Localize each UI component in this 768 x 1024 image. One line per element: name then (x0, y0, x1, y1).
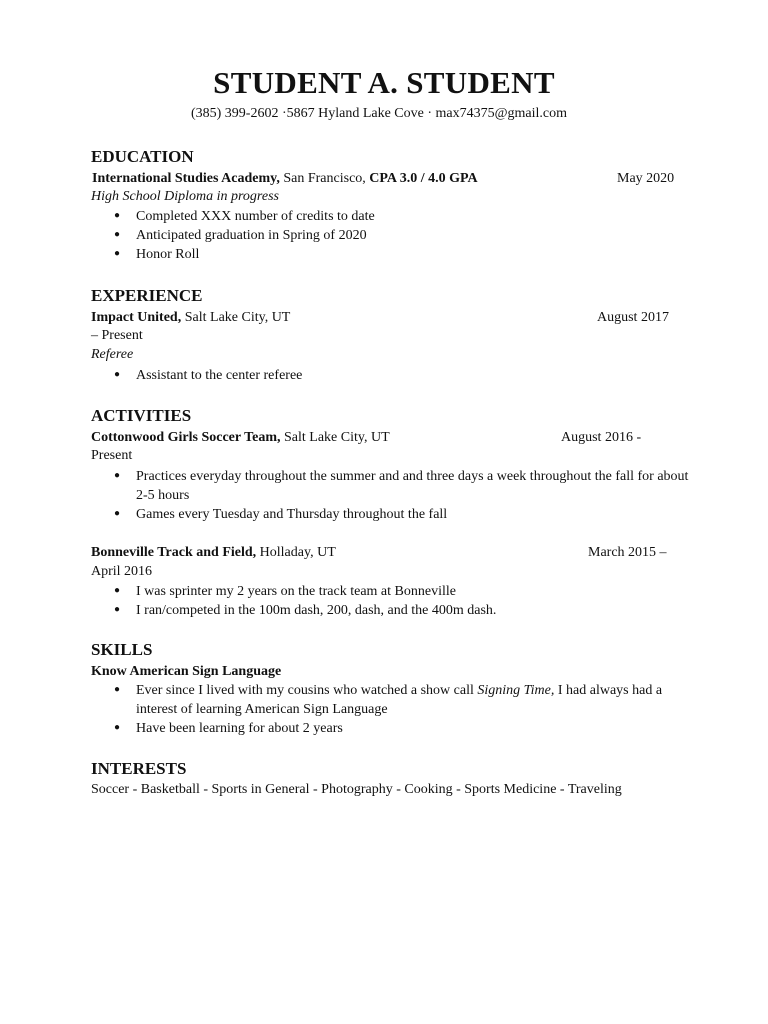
activity-bullet: I was sprinter my 2 years on the track team at Bonneville (136, 584, 456, 599)
experience-org: Impact United, (91, 310, 182, 325)
activity-location: Holladay, UT (256, 545, 336, 560)
skills-bullet-text: Ever since I lived with my cousins who watched a show call (136, 683, 478, 698)
experience-location: Salt Lake City, UT (181, 310, 291, 325)
bullet-glyph: ● (114, 508, 121, 519)
activity-date: August 2016 - (561, 430, 642, 445)
experience-org-line (91, 309, 290, 327)
education-date: May 2020 (617, 171, 675, 186)
experience-date: August 2017 (597, 310, 669, 325)
bullet-glyph: ● (114, 369, 121, 380)
education-school-line (92, 170, 478, 188)
activity-org-line (91, 544, 336, 562)
activity-org-line (91, 429, 390, 447)
bullet-glyph: ● (114, 585, 121, 596)
education-bullet: Completed XXX number of credits to date (136, 209, 375, 224)
student-name: STUDENT A. STUDENT (213, 65, 555, 100)
activities-heading: ACTIVITIES (91, 406, 192, 425)
activity-date: March 2015 – (588, 545, 667, 560)
experience-role: Referee (91, 347, 134, 362)
activity-date-continued: Present (91, 448, 133, 463)
school-gpa: CPA 3.0 / 4.0 GPA (365, 171, 478, 186)
skills-subheading: Know American Sign Language (91, 664, 282, 679)
bullet-glyph: ● (114, 684, 121, 695)
skills-bullet: Have been learning for about 2 years (136, 721, 343, 736)
skills-heading: SKILLS (91, 640, 153, 659)
bullet-glyph: ● (114, 229, 121, 240)
education-bullet: Honor Roll (136, 247, 200, 262)
show-title: Signing Time, (477, 683, 555, 698)
activity-org: Bonneville Track and Field, (91, 545, 257, 560)
experience-date-continued: – Present (91, 328, 143, 343)
activity-bullet: Practices everyday throughout the summer and and three days a week throughout the fall for about 2-5 hours (136, 469, 689, 503)
education-subtitle: High School Diploma in progress (91, 189, 279, 204)
education-heading: EDUCATION (91, 147, 194, 166)
activity-bullet: I ran/competed in the 100m dash, 200, dash, and the 400m dash. (136, 603, 497, 618)
bullet-glyph: ● (114, 722, 121, 733)
bullet-glyph: ● (114, 470, 121, 481)
contact-line: (385) 399-2602 ·5867 Hyland Lake Cove · max74375@gmail.com (190, 106, 568, 121)
activity-bullet: Games every Tuesday and Thursday throughout the fall (136, 507, 448, 522)
activity-org: Cottonwood Girls Soccer Team, (91, 430, 281, 445)
experience-bullet: Assistant to the center referee (136, 368, 303, 383)
experience-heading: EXPERIENCE (91, 286, 203, 305)
skills-bullet (136, 681, 691, 719)
bullet-glyph: ● (114, 248, 121, 259)
school-name: International Studies Academy, (92, 171, 280, 186)
interests-list: Soccer - Basketball - Sports in General - Photography - Cooking - Sports Medicine - Traveling (91, 782, 622, 797)
bullet-glyph: ● (114, 210, 121, 221)
activity-location: Salt Lake City, UT (280, 430, 390, 445)
activity-date-continued: April 2016 (91, 564, 153, 579)
interests-heading: INTERESTS (91, 759, 187, 778)
skills-bullet-text: I had always had a interest of learning American Sign Language (136, 683, 663, 717)
school-location: San Francisco, (279, 171, 366, 186)
bullet-glyph: ● (114, 604, 121, 615)
education-bullet: Anticipated graduation in Spring of 2020 (136, 228, 367, 243)
